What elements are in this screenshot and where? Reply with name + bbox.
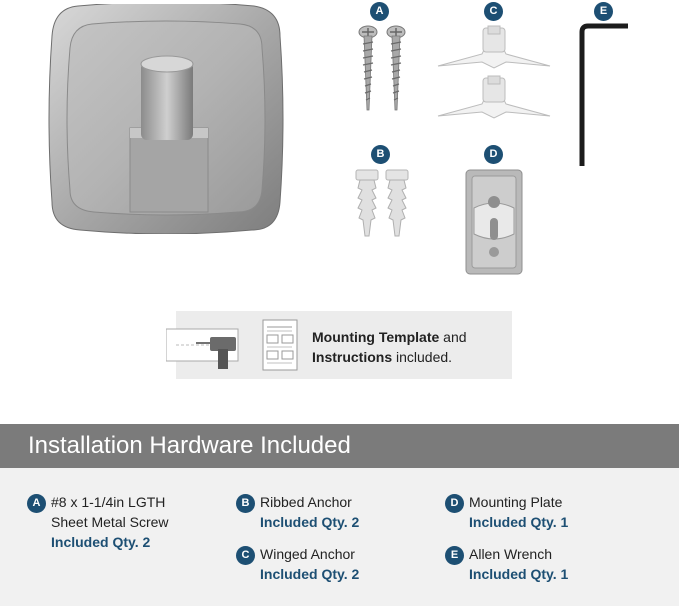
section-title: Installation Hardware Included — [28, 432, 351, 459]
item-badge-b: B — [236, 494, 255, 513]
sheet-metal-screw-image — [350, 24, 410, 114]
mounting-template-text — [312, 327, 467, 367]
item-e-name: Allen Wrench — [469, 546, 553, 562]
badge-b: B — [371, 145, 390, 164]
allen-wrench-image — [574, 22, 630, 168]
item-b-name: Ribbed Anchor — [260, 494, 352, 510]
item-d — [469, 492, 568, 532]
ribbed-anchor-image — [354, 168, 414, 240]
item-b-qty: Included Qty. 2 — [260, 514, 360, 530]
instructions-document-icon — [262, 319, 298, 371]
badge-e: E — [594, 2, 613, 21]
section-title-bar — [0, 424, 679, 468]
item-a-name-2: Sheet Metal Screw — [51, 514, 169, 530]
template-text-2: included. — [392, 349, 453, 365]
item-a — [51, 492, 169, 552]
item-d-qty: Included Qty. 1 — [469, 514, 569, 530]
item-badge-d: D — [445, 494, 464, 513]
mounting-plate-image — [464, 168, 524, 276]
item-a-qty: Included Qty. 2 — [51, 534, 151, 550]
badge-c: C — [484, 2, 503, 21]
template-text-1: and — [439, 329, 467, 345]
item-a-name-1: #8 x 1-1/4in LGTH — [51, 494, 166, 510]
item-c — [260, 544, 359, 584]
item-e — [469, 544, 568, 584]
item-badge-a: A — [27, 494, 46, 513]
item-badge-c: C — [236, 546, 255, 565]
badge-a: A — [370, 2, 389, 21]
winged-anchor-image — [436, 24, 552, 120]
robe-hook-image — [48, 4, 284, 234]
item-e-qty: Included Qty. 1 — [469, 566, 569, 582]
template-bold-1: Mounting Template — [312, 329, 440, 345]
mounting-template-panel — [176, 311, 512, 379]
item-c-qty: Included Qty. 2 — [260, 566, 360, 582]
hardware-list — [0, 468, 679, 606]
item-c-name: Winged Anchor — [260, 546, 355, 562]
drill-template-icon — [166, 323, 258, 373]
template-bold-2: Instructions — [312, 349, 393, 365]
item-badge-e: E — [445, 546, 464, 565]
item-b — [260, 492, 359, 532]
badge-d: D — [484, 145, 503, 164]
item-d-name: Mounting Plate — [469, 494, 563, 510]
